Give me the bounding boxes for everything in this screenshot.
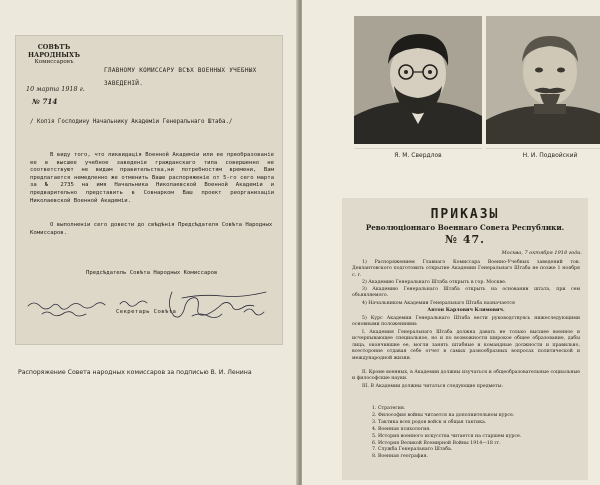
list-item: 8. Военная география. xyxy=(372,454,429,460)
orders-subtitle: Революціоннаго Военнаго Совета Республики. xyxy=(365,223,565,232)
orders-paragraph: I. Академия Генеральнаго Штаба должна давать не только высшее военное и исчерпывающее специальное, но и по возможности широкое общее образование, дабы лица, окончившие ее, могли занять штабные и командные должности и правильно, всесторонне отдавая себе отчет в самых разнообразных вопросах политической и международной жизни. xyxy=(352,330,580,361)
orders-title: ПРИКАЗЫ xyxy=(430,207,500,222)
orders-document xyxy=(342,198,588,480)
orders-paragraph: 4) Начальником Академии Генеральнаго Штаба назначается xyxy=(362,301,515,306)
list-item: 4. Военная психология. xyxy=(372,426,431,432)
letterhead-line-1: СОВѢТЪ НАРОДНЫХЪ xyxy=(27,43,81,59)
list-item: 2. Философия войны читается на дополнительном курсе. xyxy=(372,412,515,418)
orders-subject-list xyxy=(360,406,582,461)
right-page xyxy=(302,0,600,485)
decree-closing: О выполненіи сего довести до свѣдѣнія Предсѣдателя Совѣта Народных Комиссаров. xyxy=(30,222,273,236)
orders-appointee: Антон Карлович Климович. xyxy=(427,308,505,313)
list-item: 1. Стратегия. xyxy=(372,406,406,411)
orders-paragraph: 2) Академию Генеральнаго Штаба открыть в гор. Москве. xyxy=(362,280,507,285)
letterhead-line-2: Комиссаровъ xyxy=(34,59,74,66)
orders-place-date: Москва, 7 октября 1918 года. xyxy=(501,250,582,256)
orders-paragraph: 1) Распоряжением Главнаго Комиссара Военно-Учебных заведений тов. Девлантовского подготовить открытие Академии Генеральнаго Штаба не позже 1 ноября с. г. xyxy=(352,260,580,278)
decree-copy-line: / Копія Господину Начальнику Академіи Генеральнаго Штаба./ xyxy=(30,119,233,125)
list-item: 3. Тактика всех родов войск и общая тактика. xyxy=(372,419,487,425)
list-item: 5. История военного искусства читается на старшем курсе. xyxy=(372,433,522,439)
orders-paragraph: III. В Академии должны читаться следующие предметы: xyxy=(362,384,503,389)
orders-paragraph: 5) Курс Академии Генеральнаго Штаба вести руководствуясь нижеследующими основными положениями: xyxy=(352,316,580,328)
orders-paragraph: 3) Академию Генеральнаго Штаба открыть на основании штата, при сем объявляемого. xyxy=(352,287,580,299)
decree-date: 10 марта 1918 г. xyxy=(26,85,85,93)
decree-number: № 714 xyxy=(32,97,58,106)
portrait-sverdlov xyxy=(354,16,482,144)
list-item: 6. История Великой Всемирной Войны 1914—18 гг. xyxy=(372,440,501,446)
portrait-caption-sverdlov: Я. М. Свердлов xyxy=(354,148,482,163)
decree-document xyxy=(16,36,282,344)
handwritten-signatures xyxy=(22,284,280,324)
portrait-caption-podvoisky: Н. И. Подвойский xyxy=(486,148,600,163)
left-page xyxy=(0,0,298,485)
list-item: 7. Служба Генеральнаго Штаба. xyxy=(372,447,453,453)
orders-number: № 47. xyxy=(445,233,485,246)
decree-body: В виду того, что ликвидація Военной Академіи или ее преобразованіе ее в высшее учебное заведеніе гражданскаго типа совершенно не соответствуют не видам правительства,ни потребностям времени, Вам предлагается немедленно же отменить Ваше распоряженіе от 5-го сего марта за № 2735 на имя Начальника Николаевской Военной Академіи и предварительно представить в Совнарком Ваш проект реорганизаціи Николаевской Военной Академіи. xyxy=(30,152,274,204)
letterhead xyxy=(24,44,84,67)
portrait-podvoisky xyxy=(486,16,600,144)
decree-signature-title: Предсѣдатель Совѣта Народных Комиссаров xyxy=(86,270,218,276)
orders-paragraph: II. Кроме военных, в Академии должны изучаться и общеобразовательные социальные и философские науки. xyxy=(352,370,580,382)
decree-secretary-line: Секретарь Совѣта xyxy=(116,309,177,315)
decree-addressee: ГЛАВНОМУ КОМИССАРУ ВСѢХ ВОЕННЫХ УЧЕБНЫХ ЗАВЕДЕНІЙ. xyxy=(104,67,257,87)
left-caption: Распоряжение Совета народных комиссаров за подписью В. И. Ленина xyxy=(18,369,252,376)
